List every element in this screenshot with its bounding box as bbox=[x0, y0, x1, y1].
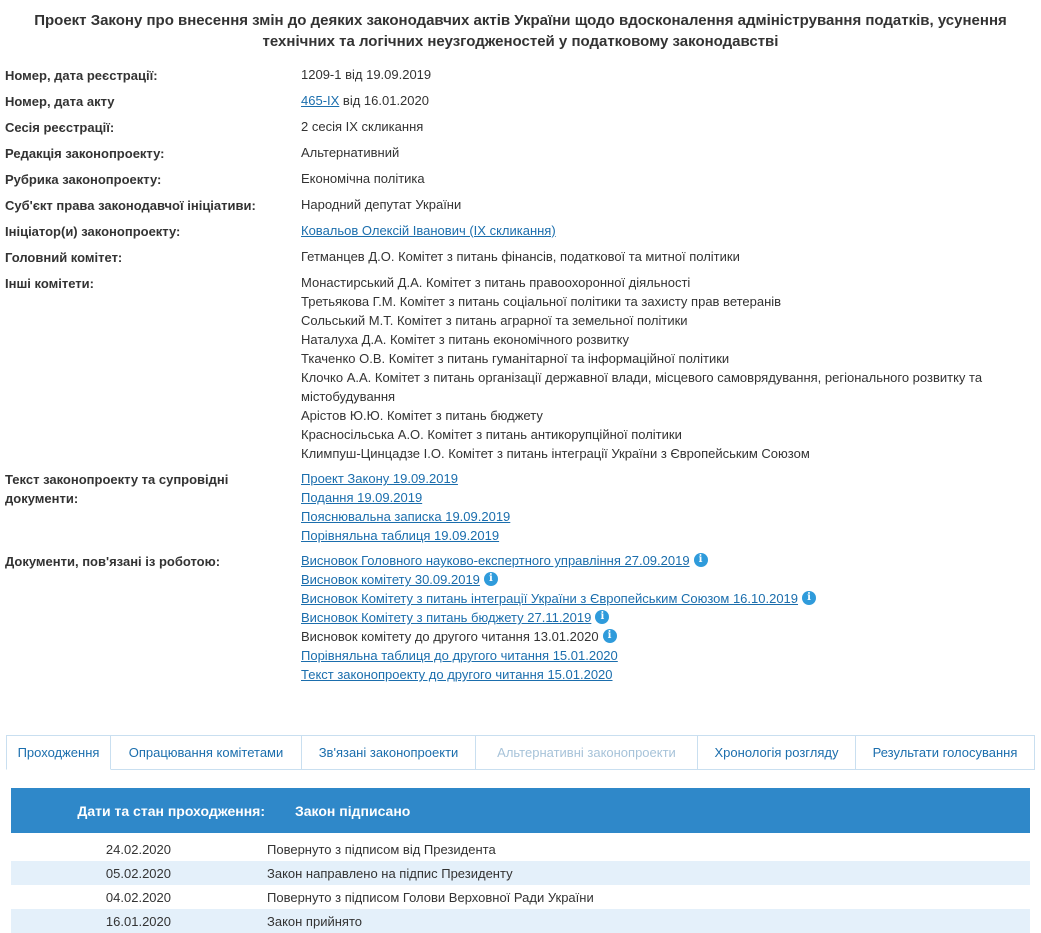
tab-linked-bills[interactable]: Зв'язані законопроекти bbox=[301, 735, 476, 769]
row-main-committee bbox=[5, 247, 1035, 267]
committee-item: Монастирський Д.А. Комітет з питань правоохоронної діяльності bbox=[301, 275, 691, 290]
value-reg-number: 1209-1 від 19.09.2019 bbox=[301, 67, 432, 82]
history-row bbox=[11, 885, 1030, 909]
committee-item: Клочко А.А. Комітет з питань організації державної влади, місцевого самоврядування, регіонального розвитку та bbox=[301, 370, 983, 385]
related-doc-text: Висновок комітету до другого читання 13.01.2020 bbox=[301, 629, 599, 644]
bill-info bbox=[5, 65, 1035, 690]
status-header bbox=[11, 788, 1030, 833]
row-other-committees bbox=[5, 273, 1035, 463]
value-rubric: Економічна політика bbox=[301, 171, 425, 186]
label-other-committees: Інші комітети: bbox=[5, 276, 94, 291]
history-list bbox=[11, 837, 1030, 933]
row-session bbox=[5, 117, 1035, 137]
label-texts bbox=[5, 469, 301, 545]
label-subject: Суб'єкт права законодавчої ініціативи: bbox=[5, 198, 256, 213]
label-rubric: Рубрика законопроекту: bbox=[5, 172, 162, 187]
row-related-docs bbox=[5, 551, 1035, 684]
committee-item: містобудування bbox=[301, 389, 396, 404]
history-text: Закон направлено на підпис Президенту bbox=[267, 865, 513, 881]
label-initiator: Ініціатор(и) законопроекту: bbox=[5, 224, 181, 239]
doc-link-comparative-table[interactable]: Порівняльна таблиця 19.09.2019 bbox=[301, 528, 500, 543]
row-subject bbox=[5, 195, 1035, 215]
row-rubric bbox=[5, 169, 1035, 189]
committee-item: Наталуха Д.А. Комітет з питань економічного розвитку bbox=[301, 332, 629, 347]
committee-item: Красносільська А.О. Комітет з питань антикорупційної політики bbox=[301, 427, 682, 442]
info-icon[interactable]: i bbox=[595, 610, 609, 624]
committee-item: Климпуш-Цинцадзе І.О. Комітет з питань інтеграції України з Європейським Союзом bbox=[301, 446, 810, 461]
history-text: Повернуто з підписом від Президента bbox=[267, 841, 496, 857]
related-doc-link[interactable]: Висновок Комітету з питань бюджету 27.11.2019 bbox=[301, 610, 592, 625]
value-main-committee: Гетманцев Д.О. Комітет з питань фінансів, податкової та митної політики bbox=[301, 249, 740, 264]
label-reg-number: Номер, дата реєстрації: bbox=[5, 68, 158, 83]
row-texts bbox=[5, 469, 1035, 545]
related-doc-link[interactable]: Текст законопроекту до другого читання 15.01.2020 bbox=[301, 667, 613, 682]
row-edition bbox=[5, 143, 1035, 163]
status-value: Закон підписано bbox=[295, 802, 411, 819]
info-icon[interactable]: i bbox=[484, 572, 498, 586]
value-edition: Альтернативний bbox=[301, 145, 400, 160]
act-date: від 16.01.2020 bbox=[339, 93, 429, 108]
tab-voting-results[interactable]: Результати голосування bbox=[855, 735, 1035, 769]
history-date: 16.01.2020 bbox=[105, 913, 171, 929]
tab-bar bbox=[6, 735, 1035, 770]
history-row bbox=[11, 909, 1030, 933]
history-text: Повернуто з підписом Голови Верховної Ради України bbox=[267, 889, 594, 905]
label-act-number: Номер, дата акту bbox=[5, 94, 115, 109]
row-act-number bbox=[5, 91, 1035, 111]
history-row bbox=[11, 837, 1030, 861]
row-initiator bbox=[5, 221, 1035, 241]
value-session: 2 сесія IX скликання bbox=[301, 119, 424, 134]
row-reg-number bbox=[5, 65, 1035, 85]
status-label: Дати та стан проходження: bbox=[77, 802, 265, 819]
label-session: Сесія реєстрації: bbox=[5, 120, 115, 135]
history-row bbox=[11, 861, 1030, 885]
page-title: Проект Закону про внесення змін до деяких законодавчих актів України щодо вдосконалення адміністрування податків, усунення технічних та логічних неузгодженостей у податковому законодавстві bbox=[34, 12, 1007, 50]
doc-link-submission[interactable]: Подання 19.09.2019 bbox=[301, 490, 423, 505]
related-doc-link[interactable]: Висновок Головного науково-експертного управління 27.09.2019 bbox=[301, 553, 690, 568]
info-icon[interactable]: i bbox=[694, 553, 708, 567]
history-date: 04.02.2020 bbox=[105, 889, 171, 905]
initiator-link[interactable]: Ковальов Олексій Іванович (IX скликання) bbox=[301, 223, 556, 238]
related-doc-link[interactable]: Висновок Комітету з питань інтеграції України з Європейським Союзом 16.10.2019 bbox=[301, 591, 799, 606]
label-main-committee: Головний комітет: bbox=[5, 250, 123, 265]
tab-alternative-bills: Альтернативні законопроекти bbox=[475, 735, 698, 769]
history-date: 24.02.2020 bbox=[105, 841, 171, 857]
label-texts-line2: документи: bbox=[5, 491, 79, 506]
committee-item: Третьякова Г.М. Комітет з питань соціальної політики та захисту прав ветеранів bbox=[301, 294, 782, 309]
label-texts-line1: Текст законопроекту та супровідні bbox=[5, 472, 229, 487]
tab-committees-processing[interactable]: Опрацювання комітетами bbox=[110, 735, 302, 769]
tab-passage[interactable]: Проходження bbox=[6, 735, 111, 770]
label-related-docs: Документи, пов'язані із роботою: bbox=[5, 554, 221, 569]
committee-item: Ткаченко О.В. Комітет з питань гуманітарної та інформаційної політики bbox=[301, 351, 730, 366]
related-doc-link[interactable]: Порівняльна таблиця до другого читання 15.01.2020 bbox=[301, 648, 618, 663]
info-icon[interactable]: i bbox=[802, 591, 816, 605]
act-number-link[interactable]: 465-IX bbox=[301, 93, 340, 108]
committee-item: Арістов Ю.Ю. Комітет з питань бюджету bbox=[301, 408, 543, 423]
doc-link-explanatory-note[interactable]: Пояснювальна записка 19.09.2019 bbox=[301, 509, 511, 524]
history-text: Закон прийнято bbox=[267, 913, 362, 929]
doc-link-bill-text[interactable]: Проект Закону 19.09.2019 bbox=[301, 471, 458, 486]
label-edition: Редакція законопроекту: bbox=[5, 146, 165, 161]
history-date: 05.02.2020 bbox=[105, 865, 171, 881]
related-doc-link[interactable]: Висновок комітету 30.09.2019 bbox=[301, 572, 480, 587]
committee-item: Сольський М.Т. Комітет з питань аграрної та земельної політики bbox=[301, 313, 688, 328]
value-subject: Народний депутат України bbox=[301, 197, 462, 212]
info-icon[interactable]: i bbox=[603, 629, 617, 643]
tab-chronology[interactable]: Хронологія розгляду bbox=[697, 735, 856, 769]
